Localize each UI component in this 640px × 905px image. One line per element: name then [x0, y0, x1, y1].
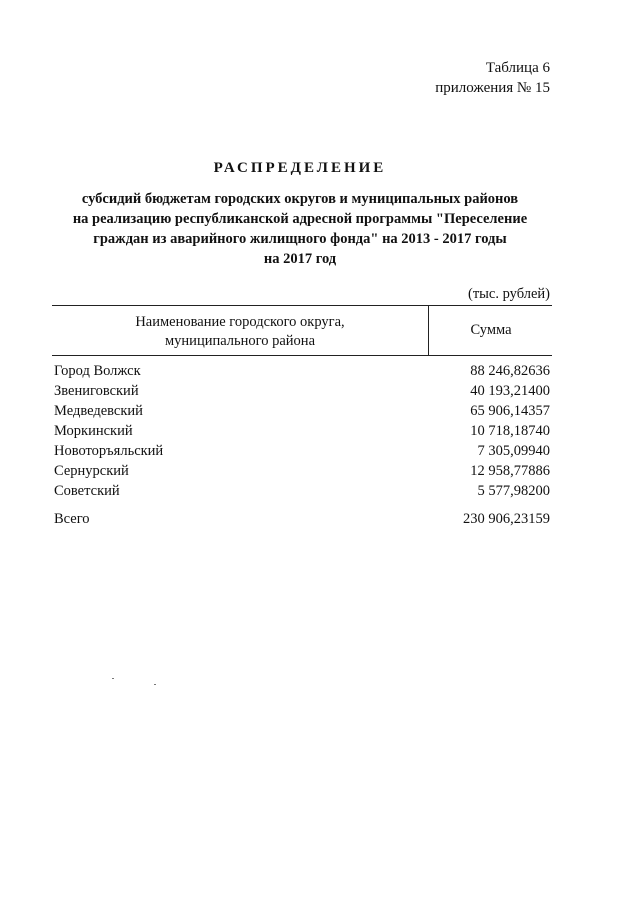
- table-row: [52, 361, 552, 381]
- total-amount: 230 906,23159: [463, 511, 550, 527]
- subtitle-line-3: граждан из аварийного жилищного фонда" на 2013 - 2017 годы: [93, 231, 507, 247]
- subtitle-line-2: на реализацию республиканской адресной программы "Переселение: [72, 211, 528, 227]
- district-name: Новоторъяльский: [54, 443, 164, 459]
- table-row: [52, 441, 552, 461]
- scan-speck: [154, 684, 156, 685]
- table-row: [52, 461, 552, 481]
- district-amount: 88 246,82636: [470, 363, 550, 379]
- table-row: [52, 481, 552, 501]
- column-header-sum: Сумма: [470, 322, 512, 338]
- total-label: Всего: [54, 511, 90, 527]
- district-amount: 7 305,09940: [477, 443, 550, 459]
- district-name: Город Волжск: [54, 363, 141, 379]
- table-body: [52, 361, 552, 529]
- district-amount: 65 906,14357: [470, 403, 550, 419]
- table-row: [52, 421, 552, 441]
- district-name: Советский: [54, 483, 120, 499]
- column-header-name-line-2: муниципального района: [165, 333, 315, 349]
- table-total-row: [52, 509, 552, 529]
- scan-speck: [112, 678, 114, 679]
- district-amount: 5 577,98200: [477, 483, 550, 499]
- document-title: РАСПРЕДЕЛЕНИЕ: [213, 160, 387, 176]
- district-amount: 12 958,77886: [470, 463, 550, 479]
- table-header-bottom-rule: [52, 355, 552, 356]
- district-name: Медведевский: [54, 403, 143, 419]
- subtitle-line-1: субсидий бюджетам городских округов и муниципальных районов: [81, 191, 519, 207]
- column-header-name: [52, 313, 428, 351]
- subtitle-line-4: на 2017 год: [263, 251, 337, 267]
- district-amount: 10 718,18740: [470, 423, 550, 439]
- district-name: Звениговский: [54, 383, 139, 399]
- header-column-divider: [428, 305, 429, 355]
- appendix-reference: приложения № 15: [435, 80, 550, 96]
- column-header-name-line-1: Наименование городского округа,: [135, 314, 345, 330]
- units-note: (тыс. рублей): [468, 286, 550, 302]
- district-name: Моркинский: [54, 423, 133, 439]
- table-reference: Таблица 6: [485, 60, 550, 76]
- table-row: [52, 381, 552, 401]
- table-row: [52, 401, 552, 421]
- table-top-rule: [52, 305, 552, 306]
- district-amount: 40 193,21400: [470, 383, 550, 399]
- district-name: Сернурский: [54, 463, 129, 479]
